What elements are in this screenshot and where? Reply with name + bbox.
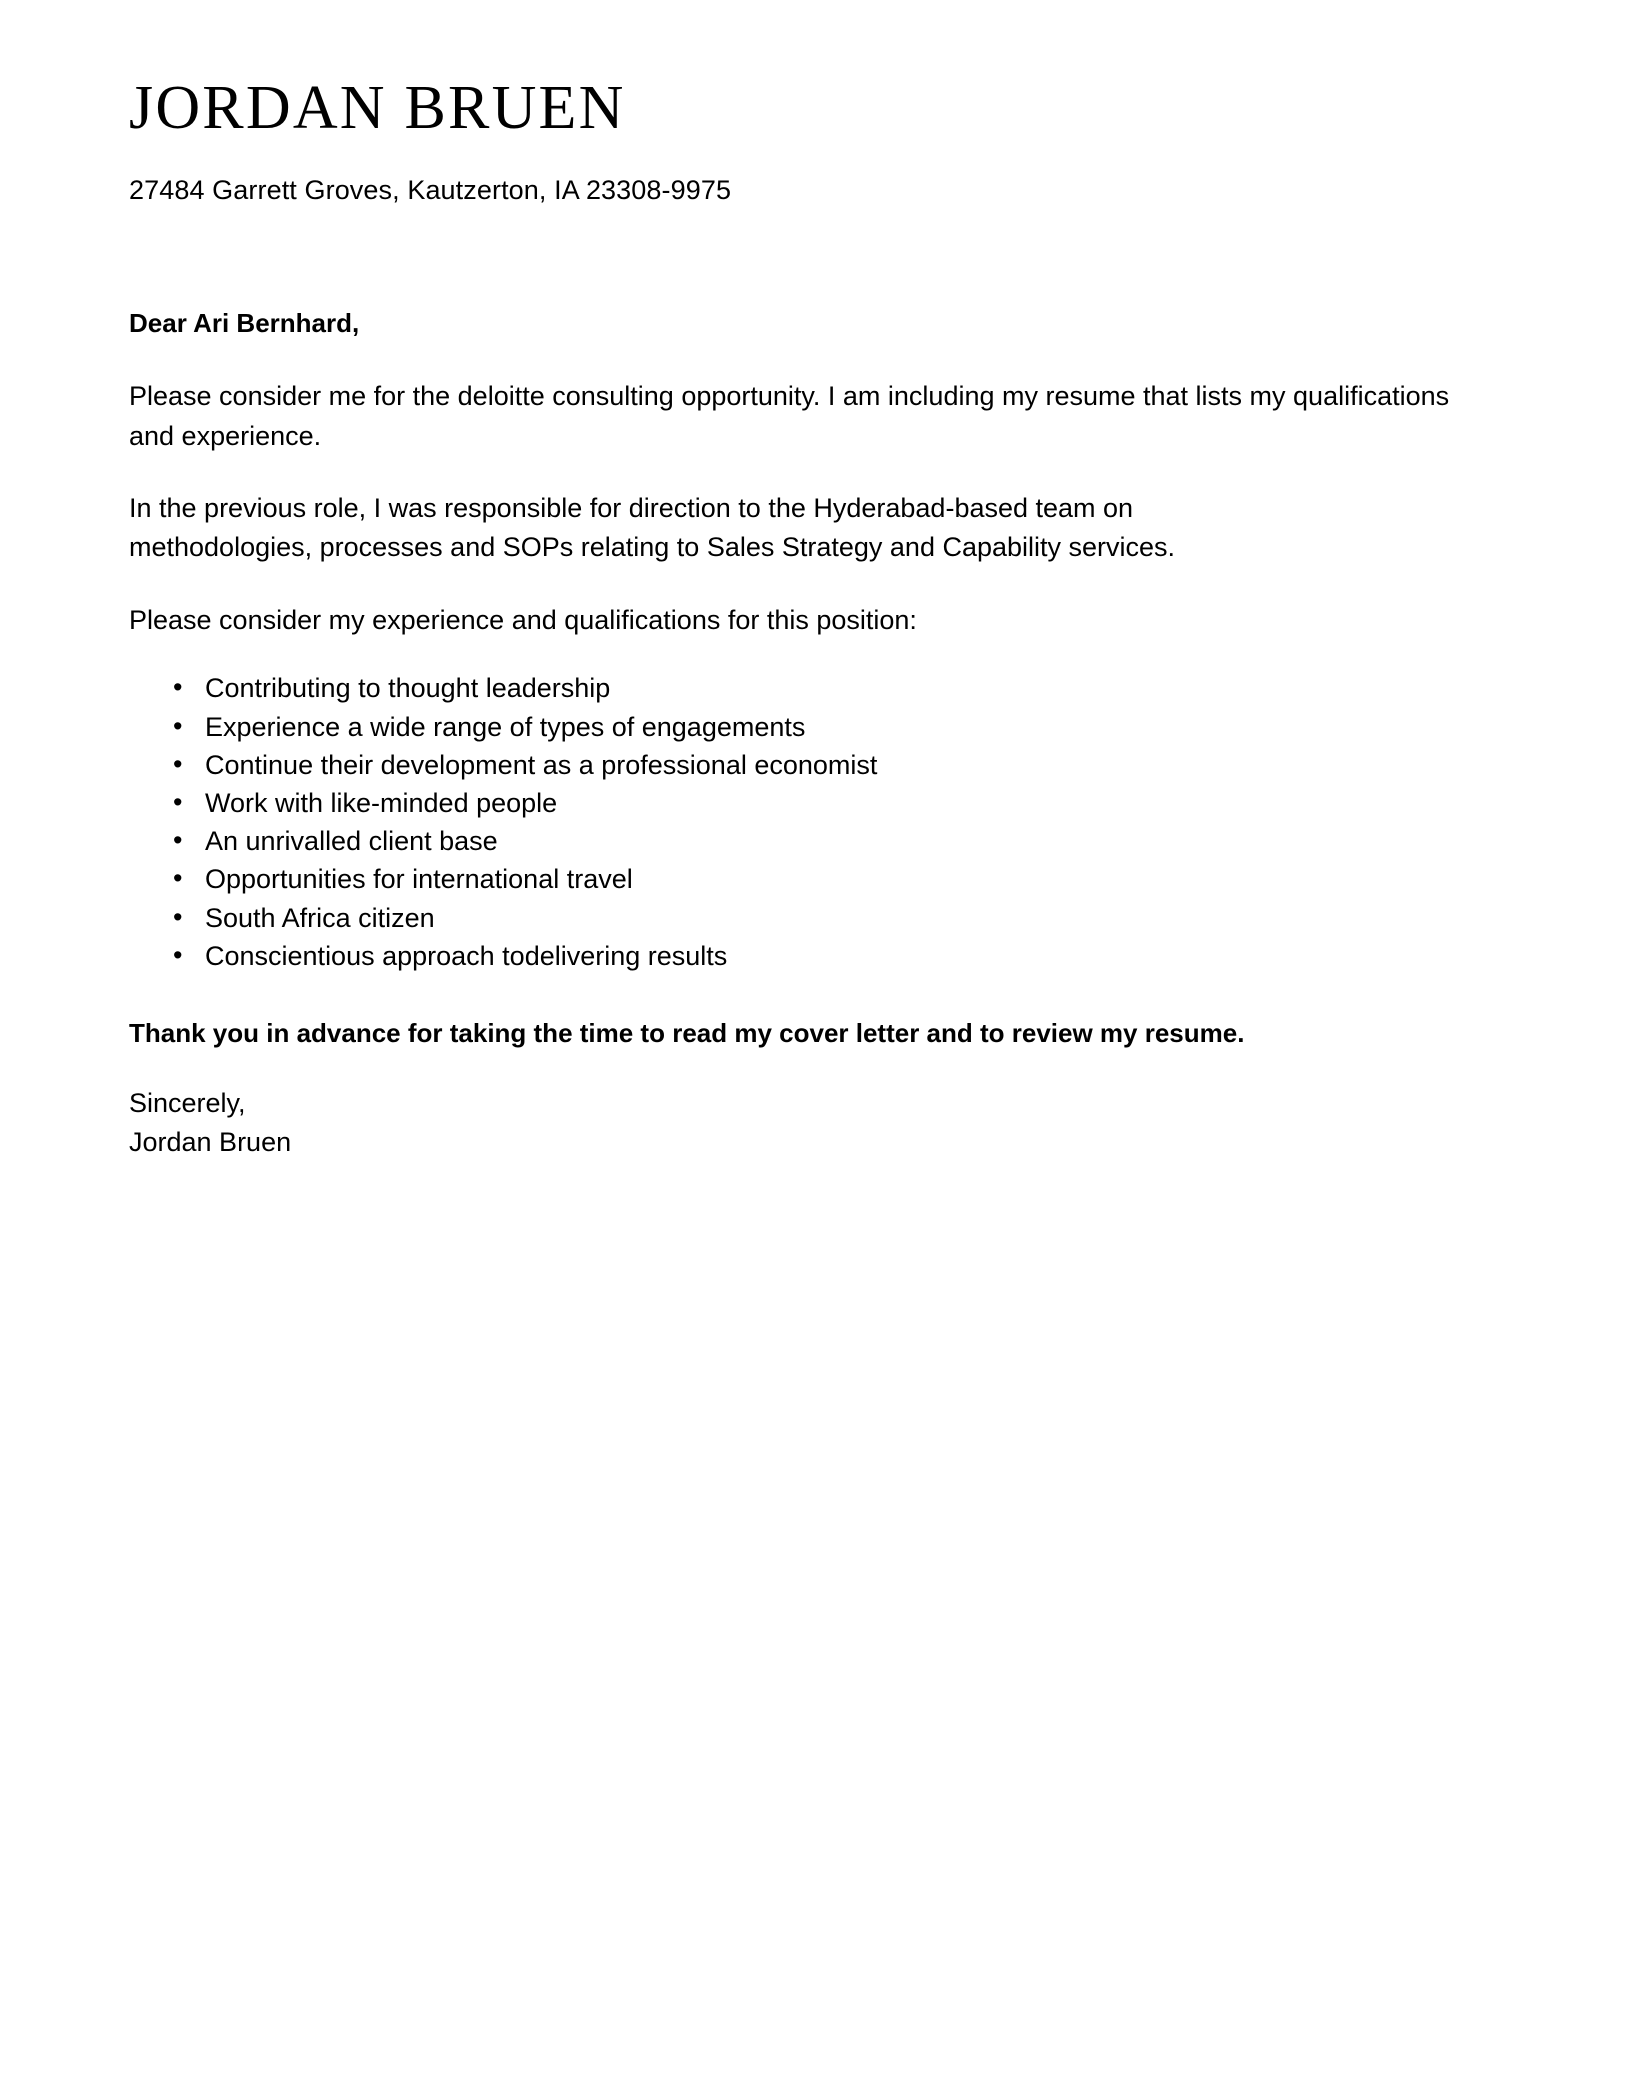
list-item: • Contributing to thought leadership	[173, 673, 1469, 703]
salutation: Dear Ari Bernhard,	[129, 307, 360, 338]
paragraph-intro: Please consider me for the deloitte consulting opportunity. I am including my resume that lists my qualifications and experience.	[129, 381, 1450, 451]
signoff-closing: Sincerely,	[129, 1087, 246, 1118]
paragraph-experience: In the previous role, I was responsible for direction to the Hyderabad-based team on methodologies, processes and SOPs relating to Sales Strategy and Capability services.	[129, 493, 1176, 563]
letter-body	[129, 209, 1469, 1162]
closing-thanks: Thank you in advance for taking the time to read my cover letter and to review my resume.	[129, 1018, 1245, 1049]
list-item: • Continue their development as a professional economist	[173, 750, 1469, 780]
letter-content	[129, 0, 1469, 1162]
applicant-name: JORDAN BRUEN	[129, 74, 626, 142]
applicant-address: 27484 Garrett Groves, Kautzerton, IA 23308-9975	[129, 175, 732, 206]
list-item: • Experience a wide range of types of engagements	[173, 712, 1469, 742]
paragraph-qualifications-lead-in: Please consider my experience and qualifications for this position:	[129, 604, 917, 635]
signoff	[129, 1084, 1469, 1162]
list-item: • Opportunities for international travel	[173, 864, 1469, 894]
letterhead	[129, 0, 1469, 209]
list-item: • An unrivalled client base	[173, 826, 1469, 856]
list-item: • Conscientious approach todelivering results	[173, 941, 1469, 971]
signoff-name: Jordan Bruen	[129, 1126, 292, 1157]
list-item: • Work with like-minded people	[173, 788, 1469, 818]
qualifications-list	[129, 673, 1469, 971]
list-item: • South Africa citizen	[173, 903, 1469, 933]
